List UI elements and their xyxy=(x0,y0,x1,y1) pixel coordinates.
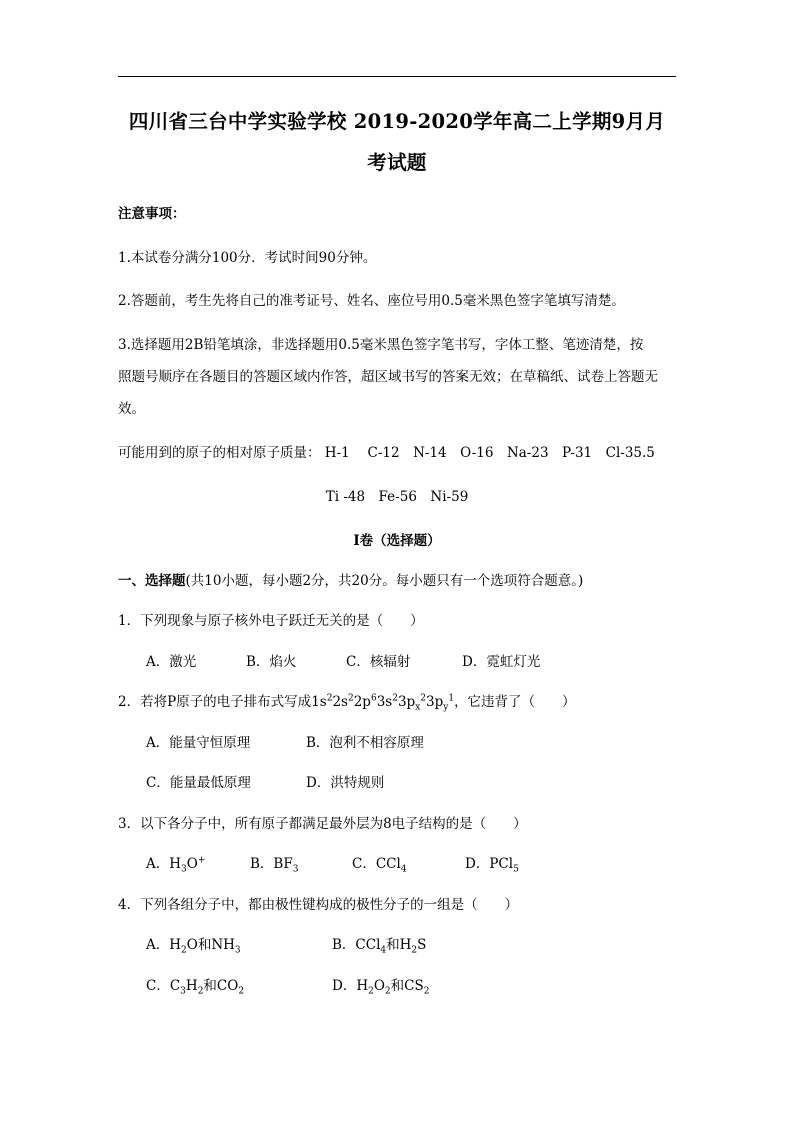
orbital-2p-count: 6 xyxy=(370,693,377,704)
q3-c-text: C．CCl xyxy=(352,856,401,872)
question-4-stem: 4．下列各组分子中，都由极性键构成的极性分子的一组是（ ） xyxy=(118,897,519,913)
orbital-2s: 2s xyxy=(332,694,348,710)
q3-a-sub: 3 xyxy=(181,864,187,875)
q4-b-text: B．CCl xyxy=(332,937,381,953)
q4-a-sub2: 3 xyxy=(234,945,241,956)
atomic-mass-values: H-1 C-12 N-14 O-16 Na-23 P-31 Cl-35.5 xyxy=(324,445,655,461)
q3-a-text: A．H xyxy=(146,856,182,872)
part-heading xyxy=(118,569,583,589)
q4-option-a xyxy=(146,933,241,956)
q2-option-d: D．洪特规则 xyxy=(306,775,385,791)
part-label: 一、选择题 xyxy=(118,573,186,589)
q4-d-sub2: 2 xyxy=(384,986,391,997)
q4-b-sub2: 2 xyxy=(411,945,418,956)
orbital-3py-sub: y xyxy=(443,702,449,713)
orbital-3px: 3p xyxy=(397,694,416,710)
q4-option-d xyxy=(332,974,430,997)
notice-item-1: 1.本试卷分满分100分．考试时间90分钟。 xyxy=(118,250,377,266)
notice-item-3-line3: 效。 xyxy=(118,401,145,417)
q3-c-sub: 4 xyxy=(400,864,407,875)
exam-title-line2: 考试题 xyxy=(367,151,427,174)
q4-d-sub1: 2 xyxy=(368,986,374,997)
q3-option-a xyxy=(146,852,206,875)
q4-d-mid1: O xyxy=(373,978,385,994)
q3-d-text: D．PCl xyxy=(465,856,514,872)
orbital-1s-count: 2 xyxy=(326,693,333,704)
q4-d-sub3: 2 xyxy=(423,986,430,997)
part-description: (共10小题，每小题2分，共20分。每小题只有一个选项符合题意。) xyxy=(185,573,584,589)
orbital-2s-count: 2 xyxy=(347,693,354,704)
q3-d-sub: 5 xyxy=(513,864,519,875)
question-3-stem: 3．以下各分子中，所有原子都满足最外层为8电子结构的是（ ） xyxy=(118,816,527,832)
notice-heading: 注意事项： xyxy=(118,206,186,222)
q4-d-text: D．H xyxy=(332,978,369,994)
question-2-stem xyxy=(118,690,576,713)
q3-option-b xyxy=(250,852,299,875)
q4-a-text: A．H xyxy=(146,937,182,953)
q2-option-b: B．泡利不相容原理 xyxy=(306,735,424,751)
q4-b-mid: 和H xyxy=(386,937,412,953)
atomic-mass-label: 可能用到的原子的相对原子质量： xyxy=(118,445,321,461)
orbital-3py-count: 1 xyxy=(448,693,455,704)
q4-c-text: C．C xyxy=(146,978,181,994)
electron-configuration xyxy=(311,693,455,713)
orbital-3px-count: 2 xyxy=(420,693,426,704)
q3-b-text: B．BF xyxy=(250,856,293,872)
q4-d-mid2: 和CS xyxy=(390,978,424,994)
q1-option-d: D．霓虹灯光 xyxy=(462,654,541,670)
q4-c-sub1: 3 xyxy=(180,986,186,997)
q2-stem-pre: 2．若将P原子的电子排布式写成 xyxy=(118,694,312,710)
q3-a-mid: O xyxy=(186,856,198,872)
q4-b-post: S xyxy=(417,937,427,953)
q4-c-sub3: 2 xyxy=(238,986,245,997)
q4-c-mid1: H xyxy=(185,978,198,994)
q3-a-sup: + xyxy=(197,855,206,866)
q4-a-sub1: 2 xyxy=(181,945,187,956)
q4-option-b xyxy=(332,933,427,956)
atomic-mass-line xyxy=(118,441,655,461)
q1-option-c: C．核辐射 xyxy=(346,654,411,670)
orbital-1s: 1s xyxy=(311,694,327,710)
exam-title-line1: 四川省三台中学实验学校 2019-2020学年高二上学期9月月 xyxy=(128,110,666,133)
orbital-2p: 2p xyxy=(353,694,371,710)
notice-item-3-line2: 照题号顺序在各题目的答题区域内作答，超区域书写的答案无效；在草稿纸、试卷上答题无 xyxy=(118,369,658,385)
atomic-mass-values-2: Ti -48 Fe-56 Ni-59 xyxy=(325,489,469,505)
q4-a-mid: O和NH xyxy=(186,937,235,953)
orbital-3px-sub: x xyxy=(415,702,421,713)
q3-option-d xyxy=(465,852,519,875)
header-rule xyxy=(118,76,676,77)
q2-stem-post: ，它违背了（ ） xyxy=(454,694,576,710)
q3-b-sub: 3 xyxy=(292,864,299,875)
q1-option-a: A．激光 xyxy=(146,654,197,670)
notice-item-3-line1: 3.选择题用2B铅笔填涂，非选择题用0.5毫米黑色签字笔书写，字体工整、笔迹清楚，按 xyxy=(118,337,644,353)
orbital-3s-count: 2 xyxy=(392,693,398,704)
q4-option-c xyxy=(146,974,245,997)
section-heading: I卷（选择题） xyxy=(353,533,441,549)
notice-item-2: 2.答题前，考生先将自己的准考证号、姓名、座位号用0.5毫米黑色签字笔填写清楚。 xyxy=(118,293,625,309)
q4-c-mid2: 和CO xyxy=(203,978,239,994)
q2-option-a: A．能量守恒原理 xyxy=(146,735,251,751)
orbital-3s: 3s xyxy=(376,694,393,710)
q1-option-b: B．焰火 xyxy=(246,654,297,670)
question-1-stem: 1．下列现象与原子核外电子跃迁无关的是（ ） xyxy=(118,613,424,629)
q3-option-c xyxy=(352,852,407,875)
q4-c-sub2: 2 xyxy=(197,986,204,997)
q4-b-sub1: 4 xyxy=(380,945,387,956)
q2-option-c: C．能量最低原理 xyxy=(146,775,251,791)
orbital-3py: 3p xyxy=(426,694,444,710)
